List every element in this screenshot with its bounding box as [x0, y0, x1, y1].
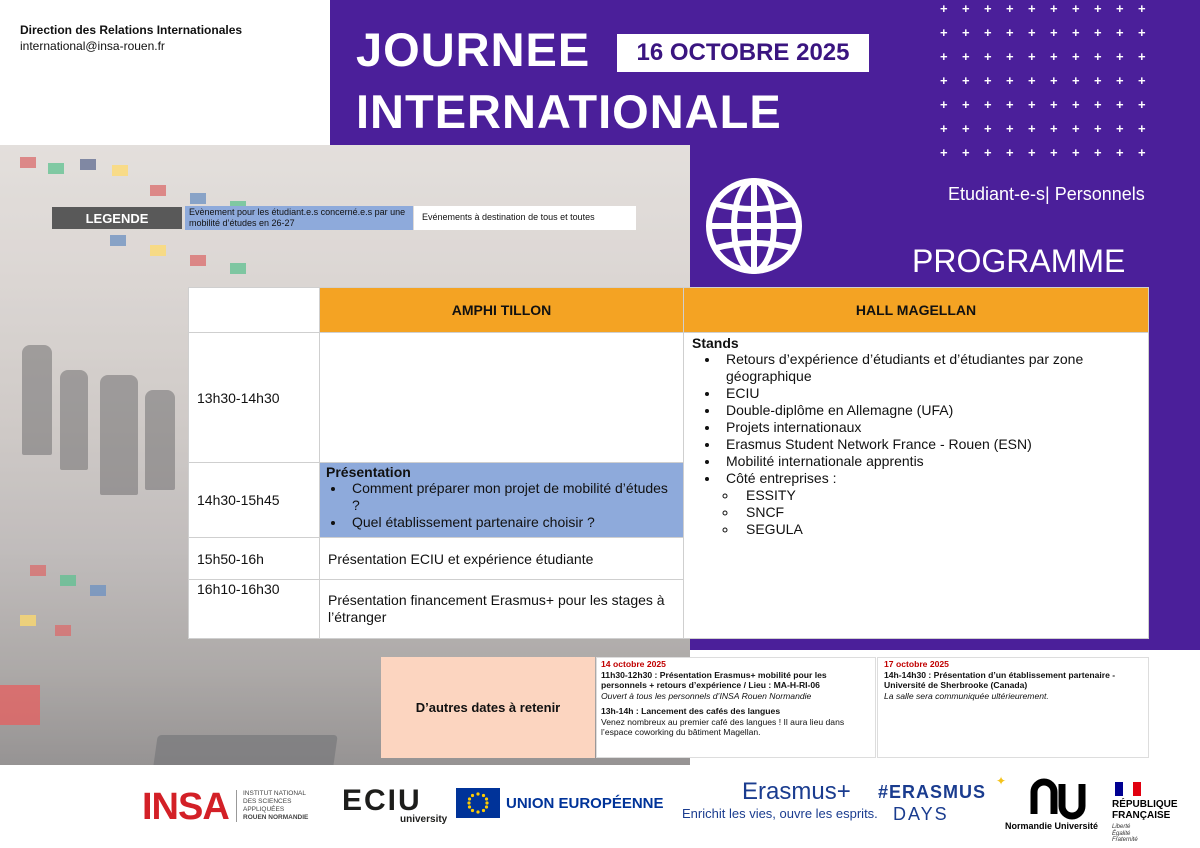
- erasmus-tagline: Enrichit les vies, ouvre les esprits.: [682, 806, 878, 821]
- list-item: • Côté entreprises :: [720, 470, 1140, 487]
- event-note: Ouvert à tous les personnels d’INSA Rouen Normandie: [601, 690, 812, 701]
- list-item: • Double-diplôme en Allemagne (UFA): [720, 402, 1140, 419]
- plus-icon: +: [1028, 25, 1036, 40]
- plus-icon: +: [1028, 121, 1036, 136]
- time-slot: 15h50-16h: [188, 537, 320, 580]
- other-date-oct14: [596, 657, 876, 758]
- plus-icon: +: [1028, 1, 1036, 16]
- list-item: • Comment préparer mon projet de mobilité d’études ?: [346, 480, 677, 514]
- plus-icon: +: [1006, 49, 1014, 64]
- legend-blue-item: Evènement pour les étudiant.e.s concerné.e.s par une mobilité d’études en 26-27: [185, 206, 413, 230]
- plus-icon: +: [984, 49, 992, 64]
- other-dates-label: D’autres dates à retenir: [381, 657, 595, 758]
- eu-logo-text: UNION EUROPÉENNE: [506, 795, 664, 812]
- plus-icon: +: [1050, 49, 1058, 64]
- plus-icon: +: [1094, 121, 1102, 136]
- plus-icon: +: [1072, 121, 1080, 136]
- star-icon: ✦: [996, 774, 1007, 788]
- plus-icon: +: [1072, 49, 1080, 64]
- plus-icon: +: [984, 145, 992, 160]
- column-header-amphi: AMPHI TILLON: [319, 287, 684, 333]
- plus-icon: +: [1116, 25, 1124, 40]
- plus-icon: +: [984, 25, 992, 40]
- plus-icon: +: [940, 25, 948, 40]
- event-title-line1: JOURNEE: [356, 23, 591, 76]
- plus-icon: +: [1094, 97, 1102, 112]
- plus-icon: +: [940, 145, 948, 160]
- event-line: 13h-14h : Lancement des cafés des langues: [601, 706, 781, 716]
- corner-cell: [188, 287, 320, 333]
- column-header-hall: HALL MAGELLAN: [683, 287, 1149, 333]
- plus-icon: +: [1028, 97, 1036, 112]
- list-item: • Erasmus Student Network France - Rouen (ESN): [720, 436, 1140, 453]
- plus-icon: +: [984, 97, 992, 112]
- plus-icon: +: [940, 121, 948, 136]
- plus-icon: +: [984, 121, 992, 136]
- erasmusdays-logo-line2: DAYS: [893, 804, 949, 824]
- plus-icon: +: [1116, 73, 1124, 88]
- plus-icon: +: [1116, 49, 1124, 64]
- event-note: Venez nombreux au premier café des langues ! Il aura lieu dans l’espace coworking du bâtiment Magellan.: [601, 716, 845, 737]
- plus-icon: +: [1072, 145, 1080, 160]
- plus-icon: +: [1138, 121, 1146, 136]
- plus-icon: +: [940, 1, 948, 16]
- plus-icon: +: [1138, 1, 1146, 16]
- plus-icon: +: [984, 73, 992, 88]
- plus-icon: +: [962, 73, 970, 88]
- event-note: La salle sera communiquée ultérieurement.: [884, 690, 1049, 701]
- plus-icon: +: [1072, 73, 1080, 88]
- plus-icon: +: [1050, 1, 1058, 16]
- erasmusdays-logo: #ERASMUS: [878, 782, 987, 802]
- plus-icon: +: [1138, 25, 1146, 40]
- plus-icon: +: [1116, 121, 1124, 136]
- list-item: • Quel établissement partenaire choisir ?: [346, 514, 677, 531]
- plus-icon: +: [1050, 145, 1058, 160]
- plus-icon: +: [1028, 73, 1036, 88]
- event-line: 11h30-12h30 : Présentation Erasmus+ mobilité pour les personnels + retours d’expérience / Lieu : MA-H-RI-06: [601, 669, 827, 690]
- republique-devise: Liberté Égalité Fraternité: [1112, 824, 1138, 843]
- plus-icon: +: [962, 25, 970, 40]
- stands-title: Stands: [692, 335, 739, 351]
- plus-icon: +: [1006, 97, 1014, 112]
- amphi-empty-cell: [319, 332, 684, 463]
- list-item: • Retours d’expérience d’étudiants et d’étudiantes par zone géographique: [720, 351, 1140, 385]
- insa-logo-text: INSTITUT NATIONAL DES SCIENCES APPLIQUÉES ROUEN NORMANDIE: [236, 790, 308, 822]
- time-slot: 14h30-15h45: [188, 462, 320, 538]
- audience-label: Etudiant-e-s| Personnels: [948, 184, 1145, 204]
- legend-white-item: Evénements à destination de tous et toutes: [414, 206, 636, 230]
- time-slot: 16h10-16h30: [197, 581, 280, 597]
- plus-icon: +: [1138, 49, 1146, 64]
- plus-icon: +: [1050, 121, 1058, 136]
- plus-icon: +: [1072, 97, 1080, 112]
- plus-icon: +: [1116, 1, 1124, 16]
- plus-icon: +: [1006, 145, 1014, 160]
- plus-icon: +: [1094, 49, 1102, 64]
- other-date-oct17: [877, 657, 1149, 758]
- plus-icon: +: [1072, 1, 1080, 16]
- eu-flag-icon: [456, 788, 500, 818]
- plus-icon: +: [962, 49, 970, 64]
- normandie-logo: [1030, 778, 1086, 825]
- plus-icon: +: [1006, 25, 1014, 40]
- company-item: ◦ ESSITY: [738, 487, 1140, 504]
- plus-icon: +: [940, 73, 948, 88]
- event-date: 16 OCTOBRE 2025: [617, 34, 869, 72]
- hall-stands-cell: [683, 332, 1149, 639]
- plus-icon: +: [1050, 97, 1058, 112]
- plus-icon: +: [1138, 97, 1146, 112]
- plus-icon: +: [962, 1, 970, 16]
- plus-icon: +: [940, 49, 948, 64]
- list-item: • Mobilité internationale apprentis: [720, 453, 1140, 470]
- list-item: • Projets internationaux: [720, 419, 1140, 436]
- plus-icon: +: [1028, 145, 1036, 160]
- time-slot: 13h30-14h30: [188, 332, 320, 463]
- list-item: • ECIU: [720, 385, 1140, 402]
- plus-icon: +: [1094, 145, 1102, 160]
- amphi-presentation-cell: [319, 462, 684, 538]
- plus-icon: +: [1006, 121, 1014, 136]
- event-title-line2: INTERNATIONALE: [356, 85, 782, 138]
- legend-label: LEGENDE: [52, 207, 182, 229]
- erasmus-logo: Erasmus+: [742, 778, 851, 805]
- date-heading: 14 octobre 2025: [601, 659, 666, 669]
- department-name: Direction des Relations Internationales: [20, 23, 243, 37]
- plus-icon: +: [1006, 73, 1014, 88]
- plus-pattern: [936, 0, 1186, 170]
- event-line: 14h-14h30 : Présentation d’un établissement partenaire - Université de Sherbrooke (Canada): [884, 669, 1116, 690]
- plus-icon: +: [1006, 1, 1014, 16]
- partner-logos: [0, 766, 1200, 848]
- insa-logo: INSA: [142, 786, 229, 828]
- plus-icon: +: [1138, 145, 1146, 160]
- plus-icon: +: [962, 121, 970, 136]
- normandie-logo-text: Normandie Université: [1005, 821, 1099, 831]
- eciu-logo: ECIU university: [342, 784, 448, 825]
- plus-icon: +: [962, 97, 970, 112]
- globe-icon: [704, 176, 804, 276]
- plus-icon: +: [1094, 1, 1102, 16]
- time-slot-cell: [188, 579, 320, 639]
- company-item: ◦ SEGULA: [738, 521, 1140, 538]
- plus-icon: +: [1072, 25, 1080, 40]
- plus-icon: +: [1050, 25, 1058, 40]
- republique-logo: RÉPUBLIQUE FRANÇAISE: [1112, 799, 1178, 821]
- date-heading: 17 octobre 2025: [884, 659, 949, 669]
- schedule-table: [188, 287, 1149, 639]
- plus-icon: +: [1028, 49, 1036, 64]
- plus-icon: +: [962, 145, 970, 160]
- plus-icon: +: [1116, 145, 1124, 160]
- amphi-eciu-cell: Présentation ECIU et expérience étudiante: [319, 537, 684, 580]
- company-item: ◦ SNCF: [738, 504, 1140, 521]
- programme-title: PROGRAMME: [912, 243, 1126, 279]
- marianne-icon: [1115, 782, 1141, 796]
- plus-icon: +: [1116, 97, 1124, 112]
- plus-icon: +: [1094, 73, 1102, 88]
- contact-email[interactable]: international@insa-rouen.fr: [20, 39, 165, 53]
- plus-icon: +: [1050, 73, 1058, 88]
- presentation-title: Présentation: [326, 464, 411, 480]
- plus-icon: +: [984, 1, 992, 16]
- plus-icon: +: [940, 97, 948, 112]
- plus-icon: +: [1094, 25, 1102, 40]
- plus-icon: +: [1138, 73, 1146, 88]
- amphi-erasmus-cell: Présentation financement Erasmus+ pour les stages à l’étranger: [319, 579, 684, 639]
